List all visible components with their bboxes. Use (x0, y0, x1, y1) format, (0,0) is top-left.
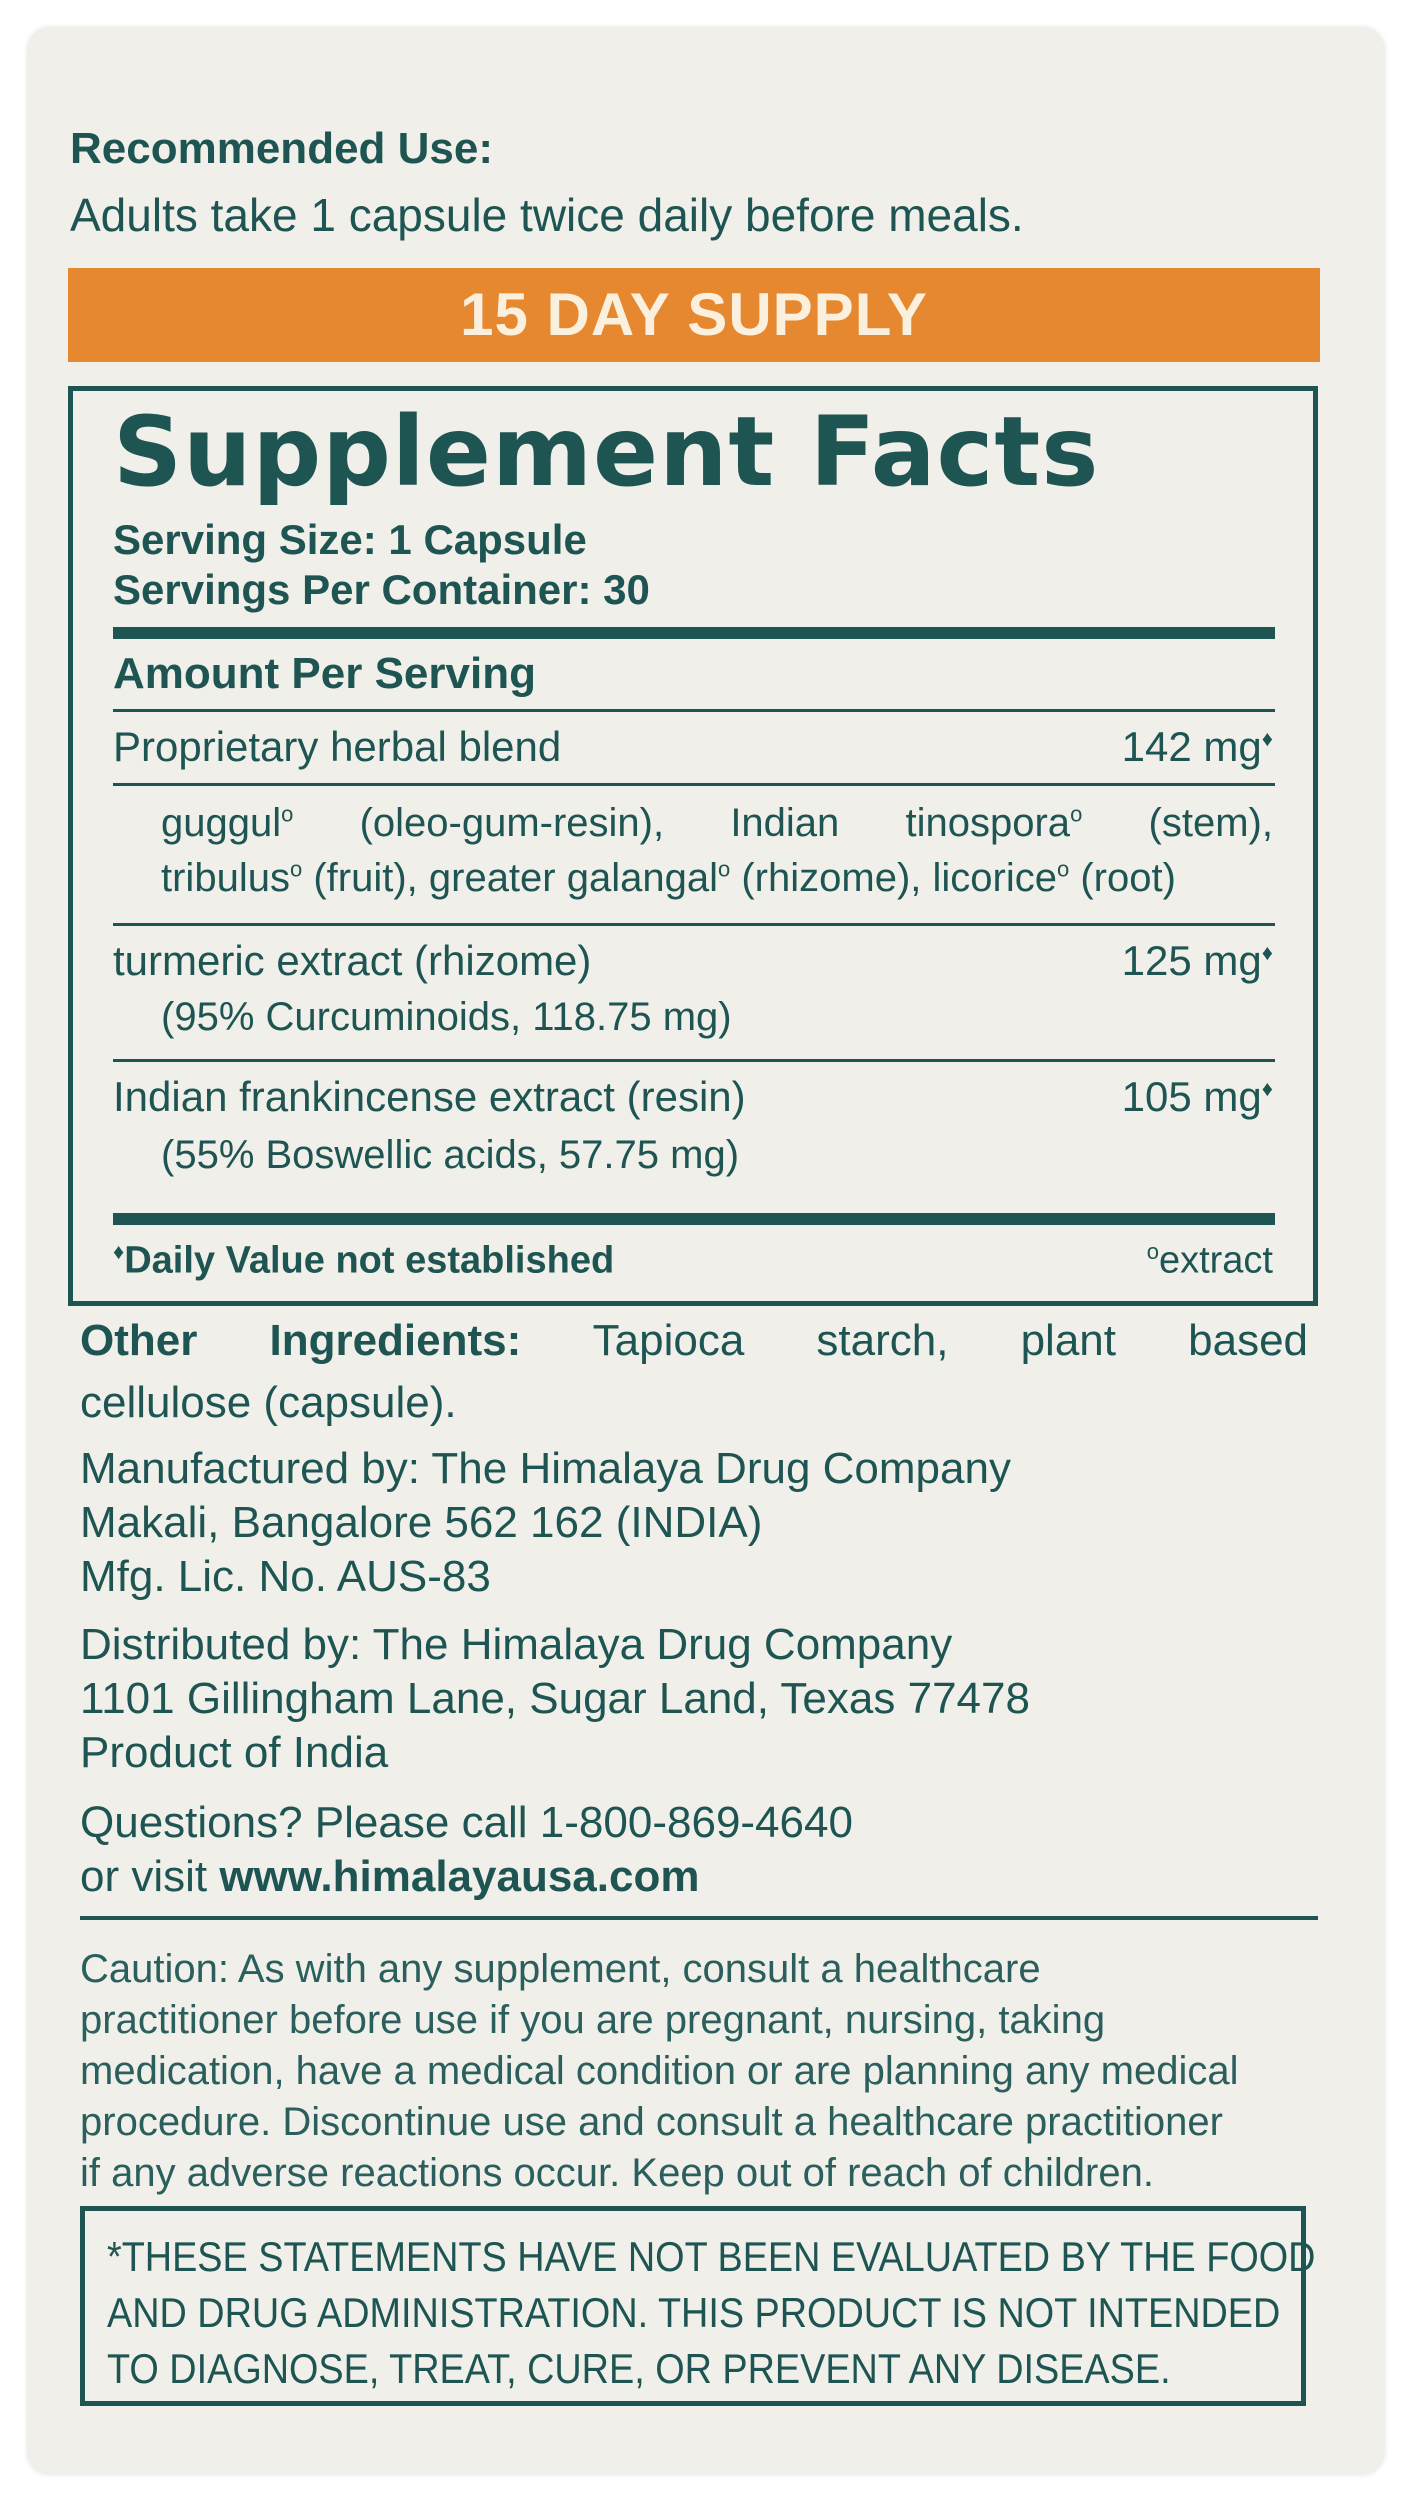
other-ingredients-text: Tapioca starch, plant based (592, 1316, 1309, 1365)
recommended-use-heading: Recommended Use: (70, 124, 494, 173)
daily-value-footnote: ♦Daily Value not established (113, 1239, 615, 1282)
nutrient-amount: 105 mg♦ (1121, 1073, 1273, 1120)
other-ingredients-label: Other Ingredients: (80, 1316, 522, 1365)
amount-per-serving: Amount Per Serving (113, 649, 536, 698)
servings-per-container: Servings Per Container: 30 (113, 566, 650, 613)
nutrient-amount: 125 mg♦ (1121, 937, 1273, 984)
manufacturer-line: Manufactured by: The Himalaya Drug Company (80, 1444, 1011, 1493)
disclaimer-line: *THESE STATEMENTS HAVE NOT BEEN EVALUATED BY THE FOOD (107, 2233, 1316, 2280)
fda-disclaimer-box (80, 2206, 1316, 2406)
caution-line: medication, have a medical condition or are planning any medical (80, 2049, 1239, 2093)
blend-ingredients-line: guggul$^o$ (oleo-gum-resin), Indian tinospora$^o$ (stem), (161, 801, 1273, 845)
label-panel (28, 28, 1384, 2474)
divider (113, 1059, 1275, 1062)
distributor-line: Product of India (80, 1728, 389, 1777)
distributor-line: 1101 Gillingham Lane, Sugar Land, Texas 77478 (80, 1674, 1030, 1723)
manufacturer-line: Makali, Bangalore 562 162 (INDIA) (80, 1498, 763, 1547)
caution-line: Caution: As with any supplement, consult a healthcare (80, 1947, 1041, 1991)
supplement-facts-title: Supplement Facts (113, 396, 1100, 508)
divider (113, 783, 1275, 786)
thick-divider (113, 1213, 1275, 1225)
disclaimer-line: TO DIAGNOSE, TREAT, CURE, OR PREVENT ANY DISEASE. (107, 2345, 1171, 2392)
distributor-info (80, 1618, 1030, 1780)
supply-banner: 15 DAY SUPPLY (68, 268, 1320, 362)
recommended-use-text: Adults take 1 capsule twice daily before meals. (70, 189, 1024, 241)
distributor-line: Distributed by: The Himalaya Drug Company (80, 1620, 953, 1669)
nutrient-detail: (55% Boswellic acids, 57.75 mg) (161, 1133, 740, 1177)
disclaimer-line: AND DRUG ADMINISTRATION. THIS PRODUCT IS NOT INTENDED (107, 2289, 1281, 2336)
other-ingredients-text: cellulose (capsule). (80, 1378, 457, 1427)
extract-footnote: $^o$extract (1146, 1239, 1273, 1282)
nutrient-amount: 142 mg♦ (1121, 723, 1273, 770)
thick-divider (113, 627, 1275, 639)
serving-size: Serving Size: 1 Capsule (113, 516, 587, 563)
caution-line: practitioner before use if you are pregnant, nursing, taking (80, 1998, 1106, 2042)
nutrient-name: Proprietary herbal blend (113, 723, 562, 770)
other-ingredients (80, 1310, 1308, 1434)
divider (113, 923, 1275, 926)
blend-ingredients-line: tribulus$^o$ (fruit), greater galangal$^o$ (rhizome), licorice$^o$ (root) (161, 856, 1176, 900)
caution-line: procedure. Discontinue use and consult a healthcare practitioner (80, 2100, 1223, 2144)
website-link[interactable]: www.himalayausa.com (219, 1852, 700, 1901)
nutrient-detail: (95% Curcuminoids, 118.75 mg) (161, 995, 732, 1039)
section-divider (80, 1916, 1318, 1920)
contact-info (80, 1796, 853, 1904)
manufacturer-info (80, 1442, 1011, 1604)
divider (113, 709, 1275, 712)
supplement-facts-panel (68, 386, 1318, 1306)
phone-line: Questions? Please call 1-800-869-4640 (80, 1798, 853, 1847)
manufacturer-line: Mfg. Lic. No. AUS-83 (80, 1552, 491, 1601)
nutrient-name: Indian frankincense extract (resin) (113, 1073, 746, 1120)
caution-line: if any adverse reactions occur. Keep out of reach of children. (80, 2151, 1154, 2195)
website-line: or visit www.himalayausa.com (80, 1852, 700, 1901)
caution-text (80, 1944, 1320, 2199)
nutrient-name: turmeric extract (rhizome) (113, 937, 592, 984)
